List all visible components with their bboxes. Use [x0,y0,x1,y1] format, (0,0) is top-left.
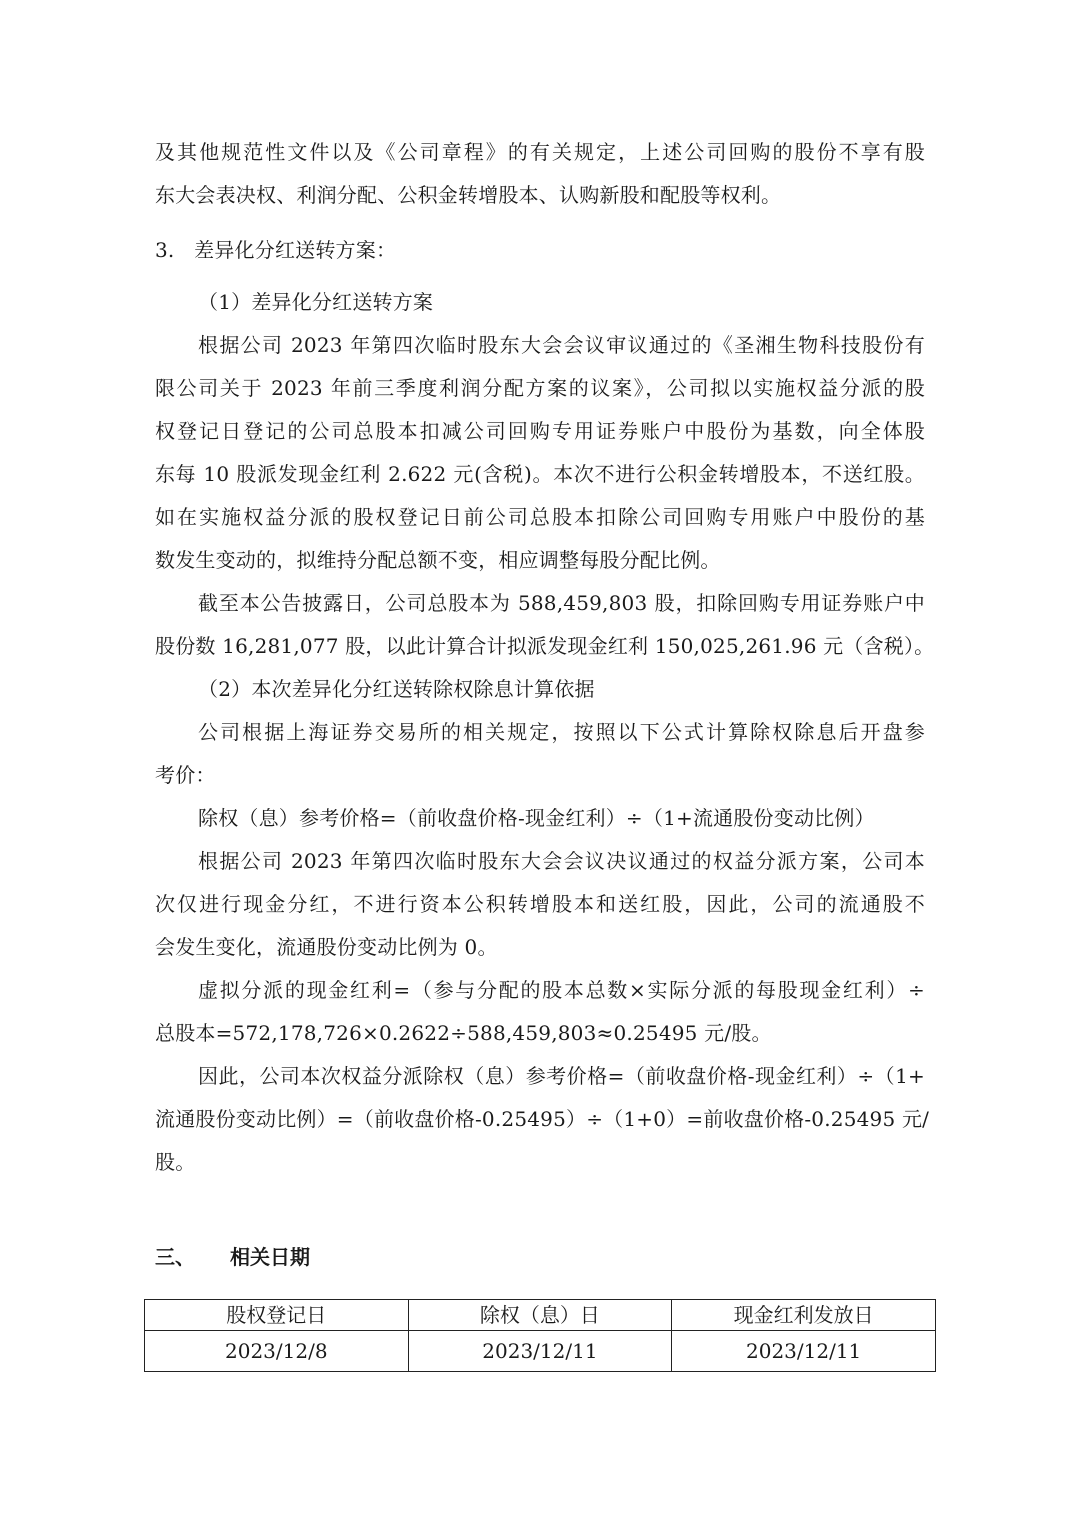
body-text-line: 限公司关于 2023 年前三季度利润分配方案的议案》，公司拟以实施权益分派的股 [155,376,925,400]
body-text-line: 截至本公告披露日，公司总股本为 588,459,803 股，扣除回购专用证券账户中 [198,591,925,615]
body-text-line: 东大会表决权、利润分配、公积金转增股本、认购新股和配股等权利。 [155,183,782,207]
table-row [145,1331,936,1372]
table-cell: 2023/12/11 [408,1331,672,1372]
body-text-line: 根据公司 2023 年第四次临时股东大会会议决议通过的权益分派方案，公司本 [198,849,925,873]
body-text-line: 流通股份变动比例）=（前收盘价格-0.25495）÷（1+0）=前收盘价格-0.25495 元/ [155,1107,930,1131]
table-header-cell: 除权（息）日 [408,1300,672,1331]
body-text-line: 根据公司 2023 年第四次临时股东大会会议审议通过的《圣湘生物科技股份有 [198,333,925,357]
section-title: 3. 差异化分红送转方案： [155,238,397,262]
body-text-line: 因此，公司本次权益分派除权（息）参考价格=（前收盘价格-现金红利）÷（1+ [198,1064,925,1088]
body-text-line: 东每 10 股派发现金红利 2.622 元(含税)。本次不进行公积金转增股本，不送红股。 [155,462,925,486]
table-cell: 2023/12/8 [145,1331,409,1372]
table-cell: 2023/12/11 [672,1331,936,1372]
related-dates-table [144,1299,936,1372]
body-text-line: 及其他规范性文件以及《公司章程》的有关规定，上述公司回购的股份不享有股 [155,140,925,164]
body-text-line: 虚拟分派的现金红利=（参与分配的股本总数×实际分派的每股现金红利）÷ [198,978,925,1002]
section-number: 三、 [155,1245,195,1269]
table-header-cell: 股权登记日 [145,1300,409,1331]
formula-line: 除权（息）参考价格=（前收盘价格-现金红利）÷（1+流通股份变动比例） [198,806,875,830]
subsection-title: （1）差异化分红送转方案 [198,290,434,314]
body-text-line: 数发生变动的，拟维持分配总额不变，相应调整每股分配比例。 [155,548,721,572]
body-text-line: 权登记日登记的公司总股本扣减公司回购专用证券账户中股份为基数，向全体股 [155,419,925,443]
body-text-line: 次仅进行现金分红，不进行资本公积转增股本和送红股，因此，公司的流通股不 [155,892,925,916]
body-text-line: 考价： [155,763,216,787]
body-text-line: 公司根据上海证券交易所的相关规定，按照以下公式计算除权除息后开盘参 [198,720,925,744]
table-header-cell: 现金红利发放日 [672,1300,936,1331]
body-text-line: 股份数 16,281,077 股，以此计算合计拟派发现金红利 150,025,261.96 元（含税）。 [155,634,935,658]
subsection-title: （2）本次差异化分红送转除权除息计算依据 [198,677,595,701]
body-text-line: 如在实施权益分派的股权登记日前公司总股本扣除公司回购专用账户中股份的基 [155,505,925,529]
body-text-line: 会发生变化，流通股份变动比例为 0。 [155,935,498,959]
body-text-line: 总股本=572,178,726×0.2622÷588,459,803≈0.25495 元/股。 [155,1021,772,1045]
section-heading: 相关日期 [230,1245,310,1269]
body-text-line: 股。 [155,1150,196,1174]
table-header-row [145,1300,936,1331]
